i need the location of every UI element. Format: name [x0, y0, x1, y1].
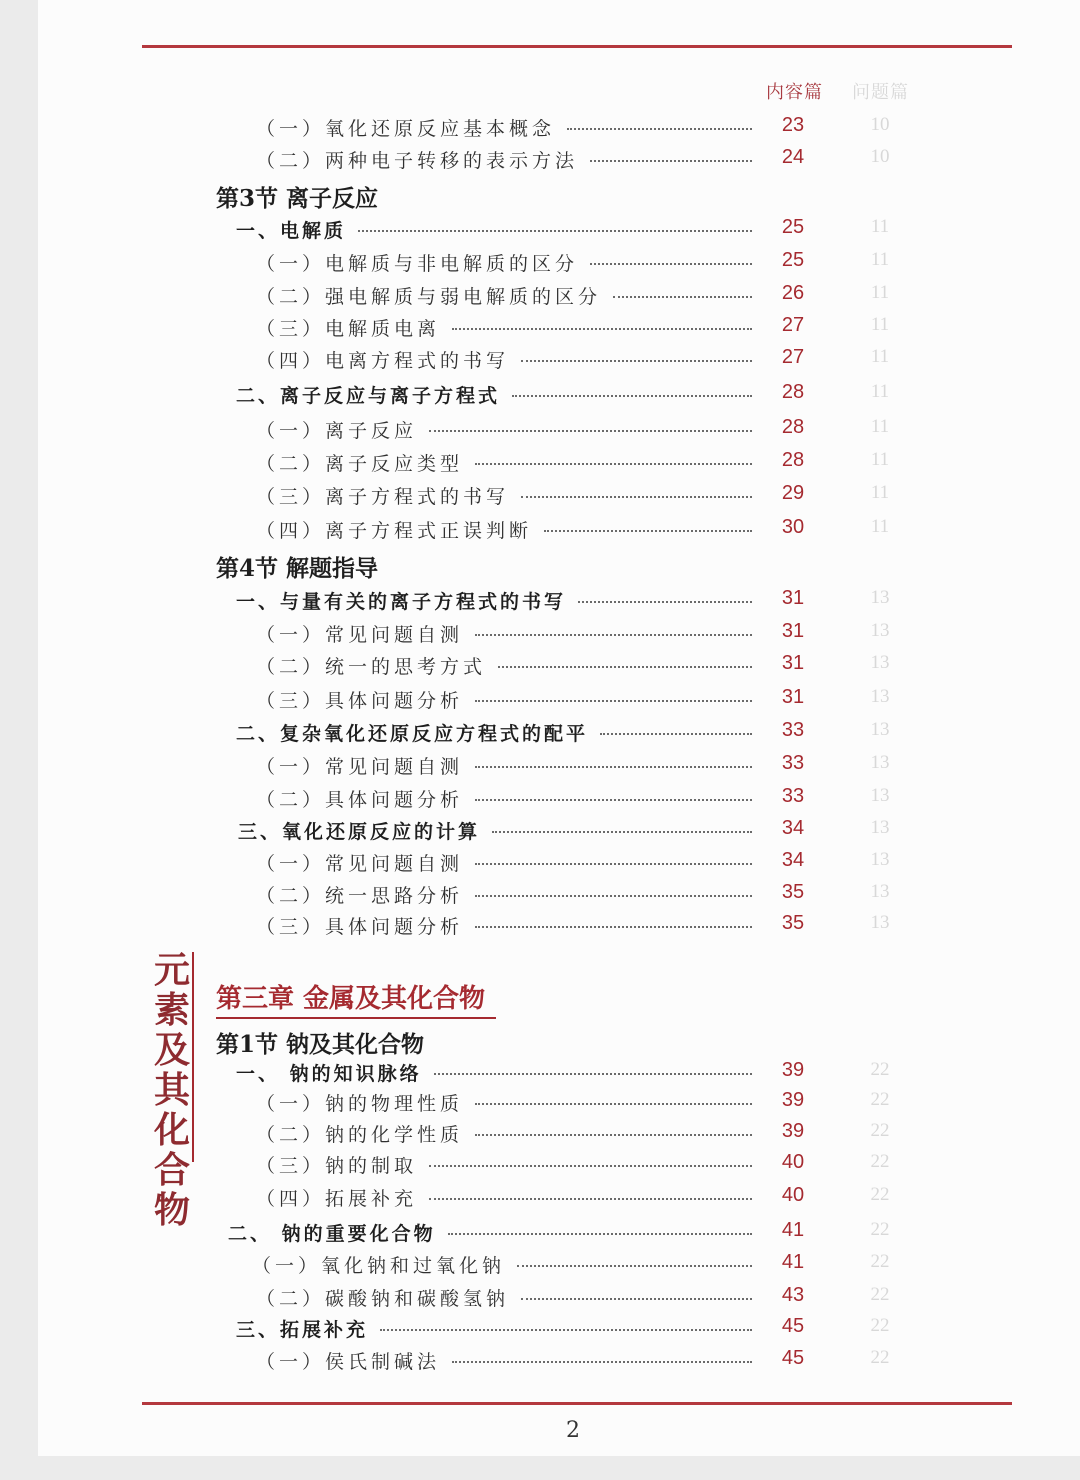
content-page-number: 23: [781, 114, 805, 136]
toc-entry[interactable]: [0, 249, 1080, 279]
dot-leader: [429, 1194, 752, 1200]
content-page-number: 25: [781, 249, 805, 271]
content-page-number: 34: [781, 849, 805, 871]
side-title-char: 合: [153, 1149, 190, 1191]
dot-leader: [475, 696, 752, 702]
toc-entry-label: 一、 钠的知识脉络: [236, 1063, 422, 1085]
content-page-number: 40: [781, 1151, 805, 1173]
content-page-number: 31: [781, 620, 805, 642]
toc-entry[interactable]: [0, 1284, 1080, 1314]
problem-page-number: 22: [870, 1120, 890, 1141]
content-column-heading: 内容篇: [766, 82, 823, 103]
content-page-number: 45: [781, 1315, 805, 1337]
bottom-rule: [142, 1402, 1012, 1405]
content-page-number: 33: [781, 752, 805, 774]
problem-page-number: 13: [870, 652, 890, 673]
problem-page-number: 13: [870, 719, 890, 740]
toc-entry-label: （二）两种电子转移的表示方法: [256, 150, 579, 172]
dot-leader: [613, 292, 752, 298]
problem-page-number: 22: [870, 1347, 890, 1368]
toc-entry-label: 三、拓展补充: [236, 1319, 369, 1341]
dot-leader: [475, 859, 752, 865]
problem-page-number: 13: [870, 785, 890, 806]
page-number: 2: [566, 1418, 580, 1443]
side-title-rule: [192, 952, 194, 1162]
content-page-number: 30: [781, 516, 805, 538]
dot-leader: [475, 891, 752, 897]
content-page-number: 31: [781, 652, 805, 674]
content-page-number: 41: [781, 1219, 805, 1241]
toc-entry[interactable]: [0, 314, 1080, 344]
content-page-number: 35: [781, 912, 805, 934]
toc-entry-label: （四）电离方程式的书写: [256, 350, 510, 372]
dot-leader: [475, 1130, 752, 1136]
problem-page-number: 22: [870, 1219, 890, 1240]
toc-entry-label: （一）电解质与非电解质的区分: [256, 253, 579, 275]
toc-entry-label: 二、离子反应与离子方程式: [236, 385, 501, 407]
problem-page-number: 11: [870, 216, 890, 237]
dot-leader: [512, 391, 752, 397]
chapter-title: 第三章 金属及其化合物: [216, 984, 486, 1014]
dot-leader: [590, 156, 752, 162]
toc-entry[interactable]: [0, 752, 1080, 782]
problem-page-number: 22: [870, 1284, 890, 1305]
content-page-number: 27: [781, 346, 805, 368]
side-title-char: 化: [153, 1109, 190, 1151]
toc-entry[interactable]: [0, 785, 1080, 815]
dot-leader: [475, 630, 752, 636]
toc-entry-label: （三）离子方程式的书写: [256, 486, 510, 508]
dot-leader: [590, 259, 752, 265]
dot-leader: [578, 597, 752, 603]
dot-leader: [475, 922, 752, 928]
dot-leader: [567, 124, 752, 130]
dot-leader: [475, 1099, 752, 1105]
toc-entry[interactable]: [0, 516, 1080, 546]
problem-page-number: 10: [870, 114, 890, 135]
toc-entry[interactable]: [0, 620, 1080, 650]
content-page-number: 41: [781, 1251, 805, 1273]
problem-page-number: 13: [870, 620, 890, 641]
toc-entry-label: （一）常见问题自测: [256, 756, 464, 778]
toc-entry-label: （三）具体问题分析: [256, 690, 464, 712]
problem-page-number: 13: [870, 587, 890, 608]
toc-entry-label: （二）碳酸钠和碳酸氢钠: [256, 1288, 510, 1310]
side-title-char: 其: [153, 1069, 190, 1111]
toc-entry[interactable]: [0, 686, 1080, 716]
dot-leader: [521, 492, 752, 498]
dot-leader: [475, 459, 752, 465]
dot-leader: [475, 762, 752, 768]
content-page-number: 34: [781, 817, 805, 839]
content-page-number: 29: [781, 482, 805, 504]
toc-entry-label: （二）统一的思考方式: [256, 656, 487, 678]
chapter-title-underline: [216, 1017, 496, 1019]
content-page-number: 39: [781, 1089, 805, 1111]
problem-page-number: 10: [870, 146, 890, 167]
toc-entry[interactable]: [0, 346, 1080, 376]
problem-page-number: 13: [870, 752, 890, 773]
toc-entry[interactable]: [0, 719, 1080, 749]
dot-leader: [434, 1069, 752, 1075]
toc-entry[interactable]: [0, 416, 1080, 446]
content-page-number: 39: [781, 1120, 805, 1142]
problem-page-number: 11: [870, 346, 890, 367]
dot-leader: [475, 795, 752, 801]
content-page-number: 26: [781, 282, 805, 304]
problem-page-number: 11: [870, 449, 890, 470]
problem-page-number: 11: [870, 282, 890, 303]
content-page-number: 33: [781, 719, 805, 741]
content-page-number: 28: [781, 381, 805, 403]
side-vertical-title: [152, 950, 192, 1230]
content-page-number: 40: [781, 1184, 805, 1206]
problem-page-number: 22: [870, 1059, 890, 1080]
problem-page-number: 13: [870, 912, 890, 933]
toc-entry-label: （二）强电解质与弱电解质的区分: [256, 286, 602, 308]
problem-page-number: 11: [870, 381, 890, 402]
toc-entry-label: （二）离子反应类型: [256, 453, 464, 475]
toc-entry[interactable]: [0, 881, 1080, 911]
toc-entry-label: 一、电解质: [236, 220, 347, 242]
content-page-number: 35: [781, 881, 805, 903]
toc-entry-label: （一）钠的物理性质: [256, 1093, 464, 1115]
toc-entry[interactable]: [0, 114, 1080, 144]
problem-page-number: 13: [870, 881, 890, 902]
toc-entry[interactable]: [0, 849, 1080, 879]
dot-leader: [498, 662, 752, 668]
content-page-number: 31: [781, 587, 805, 609]
toc-entry[interactable]: [0, 652, 1080, 682]
toc-entry-label: （一）常见问题自测: [256, 624, 464, 646]
side-title-char: 及: [153, 1029, 190, 1071]
toc-entry[interactable]: [0, 216, 1080, 246]
toc-entry-label: （一）常见问题自测: [256, 853, 464, 875]
content-page-number: 31: [781, 686, 805, 708]
toc-entry[interactable]: [0, 587, 1080, 617]
problem-page-number: 13: [870, 686, 890, 707]
toc-entry[interactable]: [0, 1315, 1080, 1345]
problem-page-number: 22: [870, 1089, 890, 1110]
problem-page-number: 22: [870, 1151, 890, 1172]
toc-entry[interactable]: [0, 449, 1080, 479]
dot-leader: [521, 356, 752, 362]
problem-page-number: 11: [870, 482, 890, 503]
toc-entry-label: （三）具体问题分析: [256, 916, 464, 938]
dot-leader: [358, 226, 752, 232]
toc-entry-label: （二）具体问题分析: [256, 789, 464, 811]
toc-entry[interactable]: [0, 817, 1080, 847]
toc-entry[interactable]: [0, 1251, 1080, 1281]
toc-entry-label: （四）离子方程式正误判断: [256, 520, 533, 542]
dot-leader: [452, 324, 752, 330]
problem-page-number: 11: [870, 416, 890, 437]
dot-leader: [521, 1294, 752, 1300]
toc-entry-label: （二）统一思路分析: [256, 885, 464, 907]
toc-entry[interactable]: [0, 1347, 1080, 1377]
dot-leader: [429, 1161, 752, 1167]
toc-entry-label: （三）钠的制取: [256, 1155, 418, 1177]
content-page-number: 24: [781, 146, 805, 168]
problem-page-number: 22: [870, 1251, 890, 1272]
content-page-number: 27: [781, 314, 805, 336]
section-heading: 第4节 解题指导: [216, 555, 379, 582]
problem-column-heading: 问题篇: [852, 82, 909, 103]
content-page-number: 28: [781, 449, 805, 471]
problem-page-number: 11: [870, 516, 890, 537]
toc-entry-label: 二、 钠的重要化合物: [228, 1223, 436, 1245]
content-page-number: 39: [781, 1059, 805, 1081]
toc-entry-label: （二）钠的化学性质: [256, 1124, 464, 1146]
dot-leader: [517, 1261, 752, 1267]
dot-leader: [452, 1357, 752, 1363]
toc-entry-label: （一）氧化还原反应基本概念: [256, 118, 556, 140]
toc-entry-label: （一）离子反应: [256, 420, 418, 442]
content-page-number: 45: [781, 1347, 805, 1369]
content-page-number: 25: [781, 216, 805, 238]
toc-entry[interactable]: [0, 912, 1080, 942]
dot-leader: [600, 729, 752, 735]
dot-leader: [380, 1325, 752, 1331]
toc-entry-label: 二、复杂氧化还原反应方程式的配平: [236, 723, 589, 745]
side-title-char: 素: [153, 989, 190, 1031]
dot-leader: [429, 426, 752, 432]
content-page-number: 43: [781, 1284, 805, 1306]
toc-entry-label: 一、与量有关的离子方程式的书写: [236, 591, 567, 613]
problem-page-number: 22: [870, 1184, 890, 1205]
toc-entry-label: 三、氧化还原反应的计算: [238, 821, 481, 843]
toc-entry[interactable]: [0, 146, 1080, 176]
dot-leader: [544, 526, 752, 532]
toc-entry-label: （四）拓展补充: [256, 1188, 418, 1210]
toc-entry[interactable]: [0, 482, 1080, 512]
problem-page-number: 13: [870, 817, 890, 838]
problem-page-number: 13: [870, 849, 890, 870]
side-title-char: 元: [153, 949, 190, 991]
dot-leader: [492, 827, 752, 833]
toc-entry-label: （一）氧化钠和过氧化钠: [252, 1255, 506, 1277]
toc-entry[interactable]: [0, 282, 1080, 312]
toc-entry-label: （一）侯氏制碱法: [256, 1351, 441, 1373]
section-heading: 第1节 钠及其化合物: [216, 1031, 425, 1058]
toc-entry-label: （三）电解质电离: [256, 318, 441, 340]
problem-page-number: 22: [870, 1315, 890, 1336]
content-page-number: 33: [781, 785, 805, 807]
side-title-char: 物: [153, 1189, 190, 1231]
dot-leader: [448, 1229, 752, 1235]
content-page-number: 28: [781, 416, 805, 438]
section-heading: 第3节 离子反应: [216, 185, 379, 212]
toc-entry[interactable]: [0, 381, 1080, 411]
problem-page-number: 11: [870, 314, 890, 335]
problem-page-number: 11: [870, 249, 890, 270]
